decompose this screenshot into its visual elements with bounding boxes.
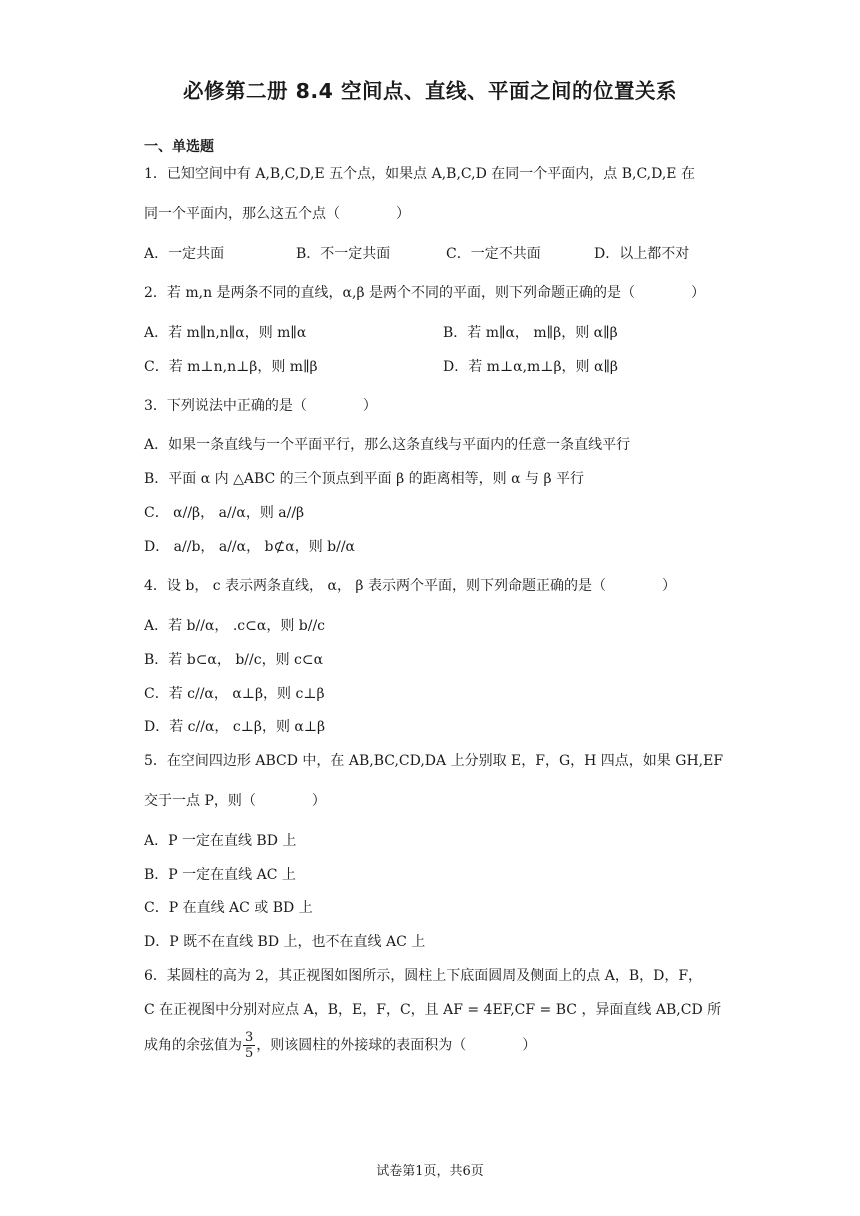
q1-stem-line2 — [144, 203, 410, 223]
q3-stem — [144, 395, 377, 415]
q1-option-b: B．不一定共面 — [296, 246, 391, 262]
q3-option-b: B．平面 α 内 △ABC 的三个顶点到平面 β 的距离相等，则 α 与 β 平行 — [144, 471, 585, 487]
q4-option-d: D．若 c//α， c⊥β，则 α⊥β — [144, 719, 326, 735]
page-title: 必修第二册 8.4 空间点、直线、平面之间的位置关系 — [182, 79, 678, 103]
q1-option-a: A．一定共面 — [144, 246, 225, 262]
q2-option-b: B．若 m∥α， m∥β，则 α∥β — [443, 325, 618, 341]
fraction-denominator: 5 — [245, 1046, 254, 1061]
fraction-numerator: 3 — [245, 1030, 254, 1045]
q2-option-d: D．若 m⊥α,m⊥β，则 α∥β — [443, 359, 619, 375]
q5-stem-close: ） — [311, 793, 326, 809]
q6-stem-line3 — [144, 1030, 536, 1061]
q3-option-d: D． a//b， a//α， b⊄α，则 b//α — [144, 539, 355, 555]
q2-option-c: C．若 m⊥n,n⊥β，则 m∥β — [144, 359, 318, 375]
q6-stem-line2: C 在正视图中分别对应点 A，B，E，F，C，且 AF = 4EF,CF = BC ，异面直线 AB,CD 所 — [144, 1002, 722, 1018]
q4-stem-text: 4．设 b， c 表示两条直线， α， β 表示两个平面，则下列命题正确的是（ — [144, 578, 606, 594]
q5-option-c: C．P 在直线 AC 或 BD 上 — [144, 900, 313, 916]
section-heading: 一、单选题 — [144, 139, 214, 155]
q4-stem — [144, 575, 676, 595]
q5-option-a: A．P 一定在直线 BD 上 — [144, 833, 297, 849]
q3-option-a: A．如果一条直线与一个平面平行，那么这条直线与平面内的任意一条直线平行 — [144, 437, 631, 453]
q1-stem-close: ） — [396, 206, 410, 222]
q1-option-d: D．以上都不对 — [594, 246, 690, 262]
q5-option-d: D．P 既不在直线 BD 上，也不在直线 AC 上 — [144, 934, 426, 950]
q4-option-b: B．若 b⊂α， b//c，则 c⊂α — [144, 652, 324, 668]
q1-stem-text: 同一个平面内，那么这五个点（ — [144, 206, 340, 222]
q5-option-b: B．P 一定在直线 AC 上 — [144, 867, 296, 883]
q6-stem-close: ） — [522, 1037, 537, 1054]
q6-stem-text: 成角的余弦值为 — [144, 1037, 242, 1054]
q3-stem-text: 3．下列说法中正确的是（ — [144, 398, 307, 414]
q1-stem-line1: 1．已知空间中有 A,B,C,D,E 五个点，如果点 A,B,C,D 在同一个平面内，点 B,C,D,E 在 — [144, 166, 695, 182]
q3-option-c: C． α//β， a//α，则 a//β — [144, 505, 305, 521]
q6-stem-text-2: ，则该圆柱的外接球的表面积为（ — [256, 1037, 467, 1054]
q5-stem-line2 — [144, 790, 326, 810]
q4-option-a: A．若 b//α， .c⊂α，则 b//c — [144, 618, 326, 634]
q1-option-c: C．一定不共面 — [446, 246, 541, 262]
q2-option-a: A．若 m∥n,n∥α，则 m∥α — [144, 325, 307, 341]
page-footer: 试卷第1页，共6页 — [376, 1164, 484, 1179]
fraction-three-fifths — [243, 1030, 255, 1061]
q2-stem — [144, 282, 705, 302]
q5-stem-text: 交于一点 P，则（ — [144, 793, 256, 809]
q2-stem-close: ） — [691, 285, 705, 301]
q4-option-c: C．若 c//α， α⊥β，则 c⊥β — [144, 686, 325, 702]
q5-stem-line1: 5．在空间四边形 ABCD 中，在 AB,BC,CD,DA 上分别取 E，F，G，H 四点，如果 GH,EF — [144, 753, 724, 769]
q3-stem-close: ） — [362, 398, 377, 414]
q6-stem-line1: 6．某圆柱的高为 2，其正视图如图所示，圆柱上下底面圆周及侧面上的点 A，B，D，F， — [144, 968, 703, 984]
q4-stem-close: ） — [661, 578, 676, 594]
q2-stem-text: 2．若 m,n 是两条不同的直线，α,β 是两个不同的平面，则下列命题正确的是（ — [144, 285, 635, 301]
